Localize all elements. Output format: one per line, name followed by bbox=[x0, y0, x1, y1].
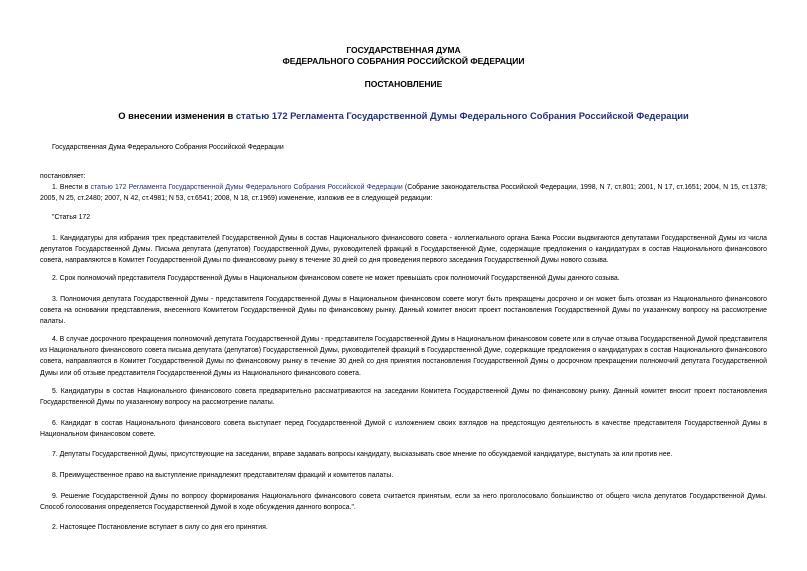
paragraph-3: 3. Полномочия депутата Государственной Думы - представителя Государственной Думы в Национальном финансовом совете могут быть прекращены досрочно и он может быть отозван из Национального финансового совета на основании представления, внесенного Комитетом Государственной Думы по финансовому рынку. Данный комитет вносит проект постановления Государственной Думы по указанному вопросу на рассмотрение палаты. bbox=[40, 296, 767, 326]
paragraph-2: 2. Срок полномочий представителя Государственной Думы в Национальном финансовом совете не может превышать срок полномочий Государственной Думы данного созыва. bbox=[52, 275, 620, 282]
article-heading: "Статья 172 bbox=[52, 214, 91, 221]
item-1-suffix: (Собрание законодательства Российской Федерации, 1998, N 7, ст.801; 2001, N 17, ст.1651; 2004, N 15, ст.1378; 2005, N 25, ст.2480; 2007, N 42, ст.4981; N 53, ст.6541; 2008, N 18, ст.1969) изменение, изложив ее в следующей редакции: bbox=[40, 184, 767, 203]
paragraph-4: 4. В случае досрочного прекращения полномочий депутата Государственной Думы - представителя Государственной Думы в Национальном финансовом совете или в случае отзыва Государственной Думой представителя из Национального финансового совета письма депутата (депутатов) Государственной Думы, руководителей фракций в Государственной Думе, содержащие предложения о кандидатурах в состав Национального финансового совета, направляются в Комитет Государственной Думы по финансовому рынку в течение 30 дней со дня принятия постановления Государственной Думы о досрочном прекращении полномочий депутата Государственной Думы или об отзыве представителя Государственной Думы из Национального финансового совета. bbox=[40, 336, 767, 377]
paragraph-9: 9. Решение Государственной Думы по вопросу формирования Национального финансового совета считается принятым, если за него проголосовало большинство от общего числа депутатов Государственной Думы. Способ голосования определяется Государственной Думой в ходе обсуждения данного вопроса.". bbox=[40, 493, 767, 512]
issuer-line: Государственная Дума Федерального Собрания Российской Федерации bbox=[52, 144, 284, 151]
paragraph-7: 7. Депутаты Государственной Думы, присутствующие на заседании, вправе задавать вопросы кандидату, высказывать свое мнение по обсуждаемой кандидатуре, выступать за или против нее. bbox=[52, 451, 673, 458]
document-header bbox=[0, 45, 807, 67]
title-prefix: О внесении изменения в bbox=[118, 110, 236, 121]
paragraph-5: 5. Кандидатуры в состав Национального финансового совета предварительно рассматриваются на заседании Комитета Государственной Думы по финансовому рынку. Данный комитет вносит проект постановления Государственной Думы по указанному вопросу на рассмотрение палаты. bbox=[40, 388, 767, 407]
resolves-line: постановляет: bbox=[40, 173, 86, 180]
paragraph-8: 8. Преимущественное право на выступление принадлежит представителям фракций и комитетов палаты. bbox=[52, 472, 394, 479]
item-1-prefix: 1. Внести в bbox=[52, 184, 91, 191]
paragraph-1: 1. Кандидатуры для избрания трех представителей Государственной Думы в состав Национального финансового совета - коллегиального органа Банка России выдвигаются депутатами Государственной Думы из числа депутатов Государственной Думы. Письма депутата (депутатов) Государственной Думы, руководителей фракций в Государственной Думе, содержащие предложения о кандидатурах в состав Национального финансового совета, направляются в Комитет Государственной Думы по финансовому рынку в течение 30 дней со дня проведения первого заседания Государственной Думы нового созыва. bbox=[40, 235, 767, 265]
header-line-2: ФЕДЕРАЛЬНОГО СОБРАНИЯ РОССИЙСКОЙ ФЕДЕРАЦИИ bbox=[282, 56, 525, 66]
item-2: 2. Настоящее Постановление вступает в силу со дня его принятия. bbox=[52, 524, 268, 531]
document-title bbox=[0, 110, 807, 121]
paragraph-6: 6. Кандидат в состав Национального финансового совета выступает перед Государственной Думой с изложением своих взглядов на предстоящую деятельность в качестве представителя Государственной Думы в Национальном финансовом совете. bbox=[40, 420, 767, 439]
header-line-1: ГОСУДАРСТВЕННАЯ ДУМА bbox=[346, 45, 461, 55]
item-1-link-article-172[interactable]: статью 172 Регламента Государственной Думы Федерального Собрания Российской Федерации bbox=[90, 184, 403, 191]
item-1 bbox=[40, 182, 767, 204]
document-type: ПОСТАНОВЛЕНИЕ bbox=[364, 79, 443, 89]
title-link-article-172[interactable]: статью 172 Регламента Государственной Думы Федерального Собрания Российской Федерации bbox=[235, 110, 689, 121]
